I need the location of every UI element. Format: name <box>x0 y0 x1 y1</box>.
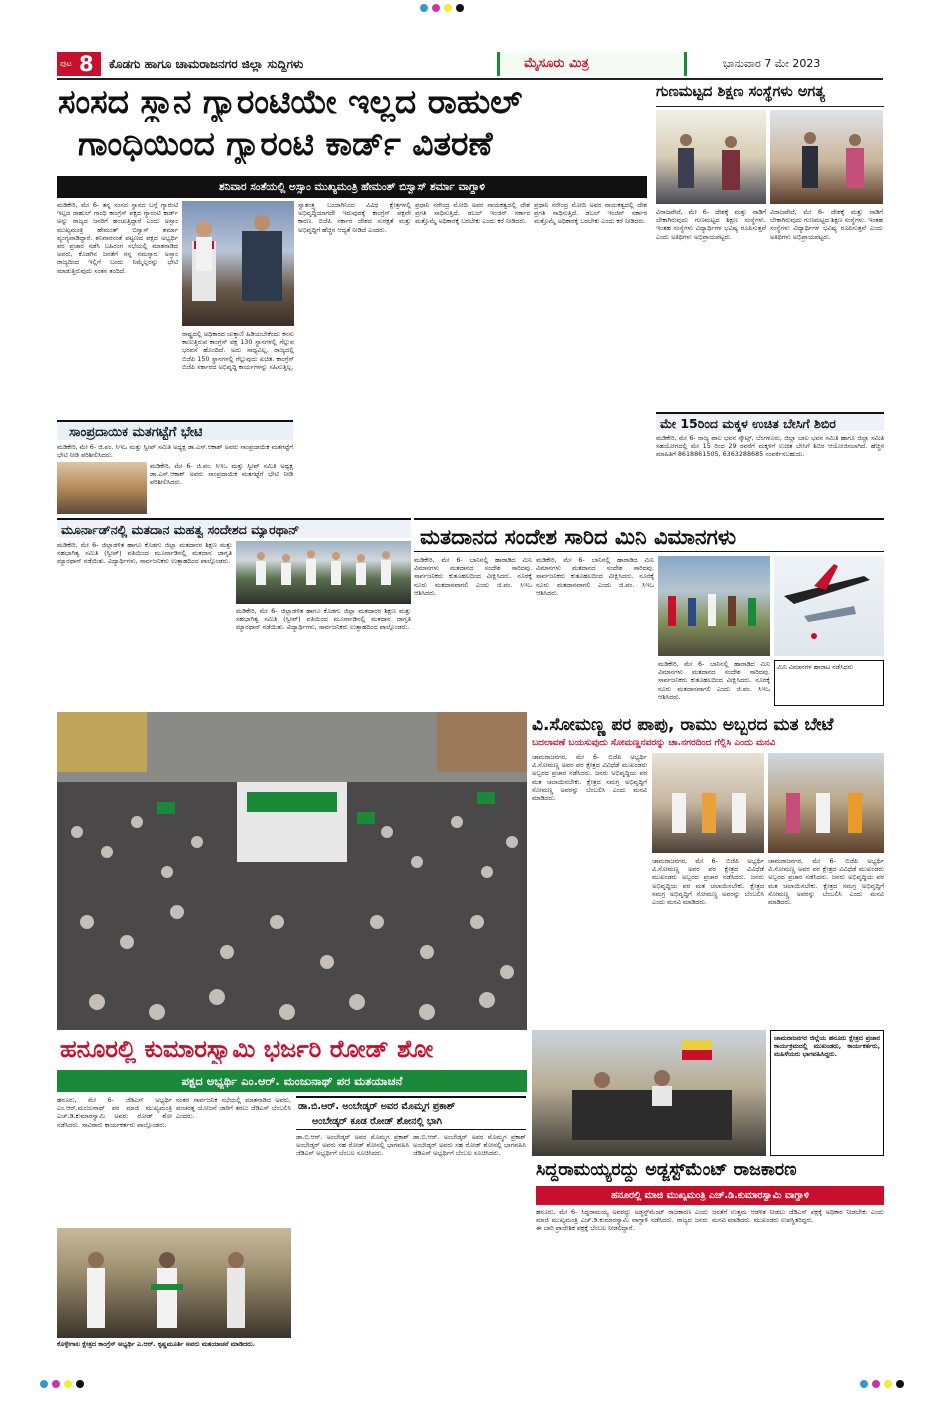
right-top-headline: ಗುಣಮಟ್ಟದ ಶಿಕ್ಷಣ ಸಂಸ್ಥೆಗಳು ಅಗತ್ಯ <box>656 84 825 100</box>
brief-headline-box <box>57 420 293 440</box>
planes-body-col3: ಮಡಿಕೇರಿ, ಮೇ 6- ಬಾನಿನಲ್ಲಿ ಹಾರಾಡಿದ ಮಿನಿ ವಿಮಾನಗಳು ಮತದಾನದ ಸಂದೇಶ ಸಾರಿದವು. ಸಾರ್ವಜನಿಕರು ಕುತೂಹಲದಿಂದ ವೀಕ್ಷಿಸಿದರು. ನೂರಕ್ಕೆ ನೂರು ಮತದಾನವಾಗಲಿ ಎಂದು ಜಿ.ಪಂ. ಸಿಇಒ ಆಶಿಸಿದರು. <box>658 660 770 701</box>
roadshow-crowd-photo <box>57 712 527 1030</box>
marathon-headline-box <box>57 518 411 538</box>
register-mark-bottom-6 <box>872 1380 880 1388</box>
lead-subhead: ಶನಿವಾರ ಸಂತೆಯಲ್ಲಿ ಅಸ್ಸಾಂ ಮುಖ್ಯಮಂತ್ರಿ ಹೇಮಂತ್ ಬಿಸ್ವಾಸ್ ಶರ್ಮಾ ವಾಗ್ದಾಳಿ <box>218 181 486 193</box>
lead-body-col5: ಪ್ರಧಾನಿ ನರೇಂದ್ರ ಮೋದಿ ಅವರ ನಾಯಕತ್ವದಲ್ಲಿ ದೇಶ ಪ್ರಗತಿ ಸಾಧಿಸುತ್ತಿದೆ. ಡಬಲ್ ಇಂಜಿನ್ ಸರ್ಕಾರ ಮತ್ತೊಮ್ಮೆ ಅಧಿಕಾರಕ್ಕೆ ಬರಬೇಕು ಎಂದು ಕರೆ ನೀಡಿದರು. <box>534 201 647 226</box>
ambedkar-box-line1: ಡಾ.ಬಿ.ಆರ್. ಅಂಬೇಡ್ಕರ್ ಅವರ ಮೊಮ್ಮಗ ಪ್ರಕಾಶ್ <box>298 1101 456 1112</box>
roadshow-subhead-band <box>57 1070 527 1092</box>
somanna-headline: ವಿ.ಸೋಮಣ್ಣ ಪರ ಪಾಪು, ರಾಮು ಅಬ್ಬರದ ಮತ ಬೇಟೆ <box>532 715 834 735</box>
siddaramaiah-subhead: ಹನೂರಲ್ಲಿ ಮಾಜಿ ಮುಖ್ಯಮಂತ್ರಿ ಎಚ್.ಡಿ.ಕುಮಾರಸ್ವಾಮಿ ವಾಗ್ದಾಳಿ <box>611 1190 809 1201</box>
planes-caption-box <box>774 660 884 706</box>
roadshow-subhead: ಪಕ್ಷದ ಅಭ್ಯರ್ಥಿ ಎಂ.ಆರ್. ಮಂಜುನಾಥ್ ಪರ ಮತಯಾಚನೆ <box>181 1074 403 1088</box>
register-mark-bottom-2 <box>52 1380 60 1388</box>
roadshow-body-col1: ಹನೂರು, ಮೇ 6- ಜೆಡಿಎಸ್ ಅಭ್ಯರ್ಥಿ ಎಂ.ಆರ್.ಮಂಜುನಾಥ್ ಪರ ಮಾಜಿ ಮುಖ್ಯಮಂತ್ರಿ ಎಚ್.ಡಿ.ಕುಮಾರಸ್ವಾಮಿ ಅವರು ರೋಡ್ ಶೋ ನಡೆಸಿದರು. ಸಾವಿರಾರು ಕಾರ್ಯಕರ್ತರು ಪಾಲ್ಗೊಂಡರು. <box>57 1096 172 1129</box>
section-title: ಕೊಡಗು ಹಾಗೂ ಚಾಮರಾಜನಗರ ಜಿಲ್ಲಾ ಸುದ್ದಿಗಳು <box>109 57 304 71</box>
ambedkar-box-line2: ಅಂಬೇಡ್ಕರ್ ಕೂಡ ರೋಡ್ ಶೋನಲ್ಲಿ ಭಾಗಿ <box>312 1116 442 1127</box>
somanna-subhead: ಬದಲಾವಣೆ ಬಯಸುವುದು ಸೋಮಣ್ಣನವರನ್ನು ಚಾ.ನಗರದಿಂದ ಗೆಲ್ಲಿಸಿ ಎಂದು ಮನವಿ <box>532 738 776 748</box>
right-top-rule <box>656 106 884 107</box>
page-number: 8 <box>79 52 94 76</box>
register-mark-magenta <box>432 4 440 12</box>
planes-body-col2: ಮಡಿಕೇರಿ, ಮೇ 6- ಬಾನಿನಲ್ಲಿ ಹಾರಾಡಿದ ಮಿನಿ ವಿಮಾನಗಳು ಮತದಾನದ ಸಂದೇಶ ಸಾರಿದವು. ಸಾರ್ವಜನಿಕರು ಕುತೂಹಲದಿಂದ ವೀಕ್ಷಿಸಿದರು. ನೂರಕ್ಕೆ ನೂರು ಮತದಾನವಾಗಲಿ ಎಂದು ಜಿ.ಪಂ. ಸಿಇಒ ಆಶಿಸಿದರು. <box>536 556 654 597</box>
siddaramaiah-body-col2: ಜನತೆಗೆ ಉತ್ತಮ ಆಡಳಿತ ನೀಡಲು ಜೆಡಿಎಸ್ ಪಕ್ಷಕ್ಕೆ ಅಧಿಕಾರ ನೀಡಬೇಕು ಎಂದು ಮನವಿ ಮಾಡಿದರು. ಮುಖಂಡರು ಉಪಸ್ಥಿತರಿದ್ದರು. <box>712 1208 884 1225</box>
issue-date: ಭಾನುವಾರ 7 ಮೇ 2023 <box>723 57 821 70</box>
lead-headline-line1: ಸಂಸದ ಸ್ಥಾನ ಗ್ಯಾರಂಟಿಯೇ ಇಲ್ಲದ ರಾಹುಲ್ <box>58 82 523 121</box>
brief-photo-booth <box>57 462 147 514</box>
camp-headline: ಮೇ 15ರಿಂದ ಮಕ್ಕಳ ಉಚಿತ ಬೇಸಿಗೆ ಶಿಬಿರ <box>660 416 836 431</box>
right-caption: ಚಾಮರಾಜನಗರ ಜಿಲ್ಲೆಯ ಹನೂರು ಕ್ಷೇತ್ರದ ಪ್ರಚಾರ ಕಾರ್ಯಕ್ರಮದಲ್ಲಿ ಮುಖಂಡರು, ಕಾರ್ಯಕರ್ತರು, ಮಹಿಳೆಯರು ಭಾಗವಹಿಸಿದ್ದರು. <box>774 1034 880 1059</box>
planes-headline: ಮತದಾನದ ಸಂದೇಶ ಸಾರಿದ ಮಿನಿ ವಿಮಾನಗಳು <box>420 525 736 549</box>
right-top-photo-1 <box>656 110 766 204</box>
page-number-badge <box>57 52 101 76</box>
register-mark-bottom-4 <box>76 1380 84 1388</box>
right-top-body-col1: ವಿರಾಜಪೇಟೆ, ಮೇ 6- ದೇಶಕ್ಕೆ ಮತ್ತು ನಾಡಿಗೆ ಬೇಕಾಗಿರುವುದು ಗುಣಮಟ್ಟದ ಶಿಕ್ಷಣ ಸಂಸ್ಥೆಗಳು. ಇಂತಹ ಸಂಸ್ಥೆಗಳು ವಿದ್ಯಾರ್ಥಿಗಳ ಭವಿಷ್ಯ ರೂಪಿಸುತ್ತವೆ ಎಂದು ಅತಿಥಿಗಳು ಅಭಿಪ್ರಾಯಪಟ್ಟರು. <box>656 208 766 241</box>
somanna-photo-1 <box>652 753 764 853</box>
roadshow-body-col3: ಡಾ.ಬಿ.ಆರ್. ಅಂಬೇಡ್ಕರ್ ಅವರ ಮೊಮ್ಮಗ ಪ್ರಕಾಶ್ ಅಂಬೇಡ್ಕರ್ ಅವರು ಸಹ ರೋಡ್ ಶೋನಲ್ಲಿ ಭಾಗವಹಿಸಿ ಜೆಡಿಎಸ್ ಅಭ್ಯರ್ಥಿಗೆ ಬೆಂಬಲ ಸೂಚಿಸಿದರು. <box>296 1133 409 1158</box>
masthead <box>57 50 883 78</box>
register-mark-cyan <box>420 4 428 12</box>
somanna-body-col3: ಚಾಮರಾಜನಗರ, ಮೇ 6- ಬಿಜೆಪಿ ಅಭ್ಯರ್ಥಿ ವಿ.ಸೋಮಣ್ಣ ಅವರ ಪರ ಕ್ಷೇತ್ರದ ವಿವಿಧೆಡೆ ಮುಖಂಡರು ಅಬ್ಬರದ ಪ್ರಚಾರ ನಡೆಸಿದರು. ಜನರು ಅಭಿವೃದ್ಧಿಯ ಪರ ಮತ ಚಲಾಯಿಸಬೇಕು. ಕ್ಷೇತ್ರದ ಸಮಗ್ರ ಅಭಿವೃದ್ಧಿಗೆ ಸೋಮಣ್ಣ ಅವರನ್ನು ಬೆಂಬಲಿಸಿ ಎಂದು ಮನವಿ ಮಾಡಿದರು. <box>768 857 884 907</box>
somanna-body-col2: ಚಾಮರಾಜನಗರ, ಮೇ 6- ಬಿಜೆಪಿ ಅಭ್ಯರ್ಥಿ ವಿ.ಸೋಮಣ್ಣ ಅವರ ಪರ ಕ್ಷೇತ್ರದ ವಿವಿಧೆಡೆ ಮುಖಂಡರು ಅಬ್ಬರದ ಪ್ರಚಾರ ನಡೆಸಿದರು. ಜನರು ಅಭಿವೃದ್ಧಿಯ ಪರ ಮತ ಚಲಾಯಿಸಬೇಕು. ಕ್ಷೇತ್ರದ ಸಮಗ್ರ ಅಭಿವೃದ್ಧಿಗೆ ಸೋಮಣ್ಣ ಅವರನ್ನು ಬೆಂಬಲಿಸಿ ಎಂದು ಮನವಿ ಮಾಡಿದರು. <box>652 857 764 907</box>
roadshow-headline: ಹನೂರಲ್ಲಿ ಕುಮಾರಸ್ವಾಮಿ ಭರ್ಜರಿ ರೋಡ್ ಶೋ <box>60 1035 434 1063</box>
ambedkar-box <box>296 1096 526 1130</box>
brief-body: ಮಡಿಕೇರಿ, ಮೇ 6- ಜಿ.ಪಂ. ಸಿಇಒ ಮತ್ತು ಸ್ವೀಪ್ ಸಮಿತಿ ಅಧ್ಯಕ್ಷ ಡಾ.ಎಸ್.ಆಕಾಶ್ ಅವರು ಸಾಂಪ್ರದಾಯಿಕ ಮತಗಟ್ಟೆಗೆ ಭೇಟಿ ನೀಡಿ ಪರಿಶೀಲಿಸಿದರು. <box>57 443 293 460</box>
register-mark-bottom-3 <box>64 1380 72 1388</box>
planes-photo-aircraft <box>774 556 884 656</box>
lead-photo-rally <box>182 201 294 326</box>
brief-body-cont: ಮಡಿಕೇರಿ, ಮೇ 6- ಜಿ.ಪಂ. ಸಿಇಒ ಮತ್ತು ಸ್ವೀಪ್ ಸಮಿತಿ ಅಧ್ಯಕ್ಷ ಡಾ.ಎಸ್.ಆಕಾಶ್ ಅವರು ಸಾಂಪ್ರದಾಯಿಕ ಮತಗಟ್ಟೆಗೆ ಭೇಟಿ ನೀಡಿ ಪರಿಶೀಲಿಸಿದರು. <box>150 462 293 487</box>
right-top-photo-2 <box>770 110 883 204</box>
siddaramaiah-headline: ಸಿದ್ದರಾಮಯ್ಯರದ್ದು ಅಡ್ಜಸ್ಟ್‌ಮೆಂಟ್ ರಾಜಕಾರಣ <box>536 1160 797 1180</box>
kollegal-photo <box>57 1228 291 1338</box>
lead-headline-line2: ಗಾಂಧಿಯಿಂದ ಗ್ಯಾರಂಟಿ ಕಾರ್ಡ್ ವಿತರಣೆ <box>78 124 493 163</box>
register-mark-bottom-1 <box>40 1380 48 1388</box>
siddaramaiah-body-col1: ಹನೂರು, ಮೇ 6- ಸಿದ್ದರಾಮಯ್ಯ ಅವರದ್ದು ಅಡ್ಜಸ್ಟ್‌ಮೆಂಟ್ ರಾಜಕಾರಣ ಎಂದು ಮಾಜಿ ಮುಖ್ಯಮಂತ್ರಿ ಎಚ್.ಡಿ.ಕುಮಾರಸ್ವಾಮಿ ವಾಗ್ದಾಳಿ ನಡೆಸಿದರು. ರಾಜ್ಯದ ಜನರು ಈ ಬಾರಿ ಪ್ರಾದೇಶಿಕ ಪಕ್ಷಕ್ಕೆ ಬೆಂಬಲ ನೀಡಲಿದ್ದಾರೆ. <box>536 1208 708 1233</box>
jeep-rally-photo <box>532 1030 766 1156</box>
paper-name: ಮೈಸೂರು ಮಿತ್ರ <box>524 56 589 71</box>
somanna-body-col1: ಚಾಮರಾಜನಗರ, ಮೇ 6- ಬಿಜೆಪಿ ಅಭ್ಯರ್ಥಿ ವಿ.ಸೋಮಣ್ಣ ಅವರ ಪರ ಕ್ಷೇತ್ರದ ವಿವಿಧೆಡೆ ಮುಖಂಡರು ಅಬ್ಬರದ ಪ್ರಚಾರ ನಡೆಸಿದರು. ಜನರು ಅಭಿವೃದ್ಧಿಯ ಪರ ಮತ ಚಲಾಯಿಸಬೇಕು. ಕ್ಷೇತ್ರದ ಸಮಗ್ರ ಅಭಿವೃದ್ಧಿಗೆ ಸೋಮಣ್ಣ ಅವರನ್ನು ಬೆಂಬಲಿಸಿ ಎಂದು ಮನವಿ ಮಾಡಿದರು. <box>532 753 647 803</box>
marathon-headline: ಮೂರ್ನಾಡ್‌ನಲ್ಲಿ ಮತದಾನ ಮಹತ್ವ ಸಂದೇಶದ ಮ್ಯಾರಥಾನ್ <box>61 522 300 537</box>
roadshow-body-col2: ನಂತರ ಸಾರ್ವಜನಿಕ ಸಭೆಯಲ್ಲಿ ಮಾತನಾಡಿದ ಅವರು, ಪಂಚರತ್ನ ಯೋಜನೆ ಜಾರಿಗೆ ತರಲು ಜೆಡಿಎಸ್ ಬೆಂಬಲಿಸಿ ಎಂದರು. <box>176 1096 291 1121</box>
paper-name-box <box>497 52 687 76</box>
brief-headline: ಸಾಂಪ್ರದಾಯಿಕ ಮತಗಟ್ಟೆಗೆ ಭೇಟಿ <box>69 425 203 440</box>
lead-body-col3: ಸ್ವಾತಂತ್ರ್ಯ ಬಂದಾಗಿನಿಂದ ವಿವಿಧ ಕ್ಷೇತ್ರಗಳಲ್ಲಿ ಅಭಿವೃದ್ಧಿಯಾಗದೇ ಇರುವುದಕ್ಕೆ ಕಾಂಗ್ರೆಸ್ ಪಕ್ಷವೇ ಕಾರಣ. ಬಿಜೆಪಿ ಸರ್ಕಾರ ದೇಶದ ಸುರಕ್ಷತೆ ಮತ್ತು ಅಭಿವೃದ್ಧಿಗೆ ಹೆಚ್ಚಿನ ಆದ್ಯತೆ ನೀಡಿದೆ ಎಂದರು. <box>298 201 411 234</box>
somanna-photo-2 <box>768 753 884 853</box>
right-caption-box <box>770 1030 884 1156</box>
camp-headline-band <box>656 412 884 431</box>
roadshow-body-col4: ಡಾ.ಬಿ.ಆರ್. ಅಂಬೇಡ್ಕರ್ ಅವರ ಮೊಮ್ಮಗ ಪ್ರಕಾಶ್ ಅಂಬೇಡ್ಕರ್ ಅವರು ಸಹ ರೋಡ್ ಶೋನಲ್ಲಿ ಭಾಗವಹಿಸಿ ಜೆಡಿಎಸ್ ಅಭ್ಯರ್ಥಿಗೆ ಬೆಂಬಲ ಸೂಚಿಸಿದರು. <box>413 1133 526 1158</box>
register-mark-bottom-8 <box>896 1380 904 1388</box>
marathon-body-col1: ಮಡಿಕೇರಿ, ಮೇ 6- ಜಿಲ್ಲಾಡಳಿತ ಹಾಗೂ ಕೊಡಗು ಜಿಲ್ಲಾ ಮತದಾರರ ಶಿಕ್ಷಣ ಮತ್ತು ಸಹಭಾಗಿತ್ವ ಸಮಿತಿ (ಸ್ವೀಪ್) ವತಿಯಿಂದ ಮೂರ್ನಾಡಿನಲ್ಲಿ ಮತದಾನ ಜಾಗೃತಿ ಮ್ಯಾರಥಾನ್ ನಡೆಯಿತು. ವಿದ್ಯಾರ್ಥಿಗಳು, ಸಾರ್ವಜನಿಕರು ಉತ್ಸಾಹದಿಂದ ಪಾಲ್ಗೊಂಡರು. <box>57 541 232 566</box>
siddaramaiah-subhead-band <box>536 1186 884 1205</box>
lead-subhead-band <box>57 176 647 198</box>
masthead-rule <box>57 78 883 80</box>
planes-photo-people <box>658 556 770 656</box>
right-top-body-col2: ವಿರಾಜಪೇಟೆ, ಮೇ 6- ದೇಶಕ್ಕೆ ಮತ್ತು ನಾಡಿಗೆ ಬೇಕಾಗಿರುವುದು ಗುಣಮಟ್ಟದ ಶಿಕ್ಷಣ ಸಂಸ್ಥೆಗಳು. ಇಂತಹ ಸಂಸ್ಥೆಗಳು ವಿದ್ಯಾರ್ಥಿಗಳ ಭವಿಷ್ಯ ರೂಪಿಸುತ್ತವೆ ಎಂದು ಅತಿಥಿಗಳು ಅಭಿಪ್ರಾಯಪಟ್ಟರು. <box>770 208 883 241</box>
planes-headline-box <box>414 518 884 552</box>
page-label: ಪುಟ <box>60 59 72 68</box>
planes-caption: ಮಿನಿ ವಿಮಾನಗಳ ಹಾರಾಟ ನಡೆಸಿದರು <box>777 663 854 671</box>
kollegal-caption: ಕೊಳ್ಳೇಗಾಲ ಕ್ಷೇತ್ರದ ಕಾಂಗ್ರೆಸ್ ಅಭ್ಯರ್ಥಿ ಎ.ಆರ್. ಕೃಷ್ಣಮೂರ್ತಿ ಅವರು ಮತಯಾಚನೆ ಮಾಡಿದರು. <box>57 1340 256 1348</box>
lead-body-col1: ಮಡಿಕೇರಿ, ಮೇ 6- ತನ್ನ ಸಂಸದ ಸ್ಥಾನದ ಬಗ್ಗೆ ಗ್ಯಾರಂಟಿ ಇಲ್ಲದ ರಾಹುಲ್ ಗಾಂಧಿ ಕಾಂಗ್ರೆಸ್ ಪಕ್ಷದ ಗ್ಯಾರಂಟಿ ಕಾರ್ಡ್ ಅನ್ನು ರಾಜ್ಯದ ಜನರಿಗೆ ಹಂಚುತ್ತಿದ್ದಾರೆ ಎಂದು ಅಸ್ಸಾಂ ಮುಖ್ಯಮಂತ್ರಿ ಹೇಮಂತ್ ಬಿಸ್ವಾಸ್ ಶರ್ಮಾ ವ್ಯಂಗ್ಯವಾಡಿದ್ದಾರೆ. ಶನಿವಾರಸಂತೆ ಪಟ್ಟಣದ ಪಕ್ಷದ ಅಭ್ಯರ್ಥಿ ಪರ ಪ್ರಚಾರ ನಡೆಸಿ ಬಹಿರಂಗ ಸಭೆಯಲ್ಲಿ ಮಾತನಾಡಿದ ಅವರು, ಕೊಡಗಿನ ಜನತೆಗೆ ನನ್ನ ನಮಸ್ಕಾರ. ಅಸ್ಸಾಂ ರಾಜ್ಯದಿಂದ ಇಲ್ಲಿಗೆ ಬಂದು ನಿಮ್ಮೆಲ್ಲರನ್ನು ಭೇಟಿ ಮಾಡುತ್ತಿರುವುದು ಸಂತಸ ತಂದಿದೆ. <box>57 201 178 275</box>
register-mark-bottom-7 <box>884 1380 892 1388</box>
planes-body-col1: ಮಡಿಕೇರಿ, ಮೇ 6- ಬಾನಿನಲ್ಲಿ ಹಾರಾಡಿದ ಮಿನಿ ವಿಮಾನಗಳು ಮತದಾನದ ಸಂದೇಶ ಸಾರಿದವು. ಸಾರ್ವಜನಿಕರು ಕುತೂಹಲದಿಂದ ವೀಕ್ಷಿಸಿದರು. ನೂರಕ್ಕೆ ನೂರು ಮತದಾನವಾಗಲಿ ಎಂದು ಜಿ.ಪಂ. ಸಿಇಒ ಆಶಿಸಿದರು. <box>414 556 532 597</box>
marathon-photo <box>236 541 411 604</box>
register-mark-bottom-5 <box>860 1380 868 1388</box>
camp-body: ಮಡಿಕೇರಿ, ಮೇ 6- ರಾಜ್ಯ ಪಾಲ ಭವನ ಸ್ಕೌಟ್ಸ್, ಬೆಂಗಳೂರು, ಜಿಲ್ಲಾ ಬಾಲ ಭವನ ಸಮಿತಿ ಹಾಗೂ ಜಿಲ್ಲಾ ಸಮಿತಿ ಸಹಯೋಗದಲ್ಲಿ ಮೇ 15 ರಿಂದ 29 ರವರೆಗೆ ಮಕ್ಕಳಿಗೆ ಉಚಿತ ಬೇಸಿಗೆ ಶಿಬಿರ ಆಯೋಜಿಸಲಾಗಿದೆ. ಹೆಚ್ಚಿನ ಮಾಹಿತಿಗೆ 8618861505, 6363288685 ಸಂಪರ್ಕಿಸಬಹುದು. <box>656 434 884 459</box>
register-mark-black <box>456 4 464 12</box>
marathon-body-col2: ಮಡಿಕೇರಿ, ಮೇ 6- ಜಿಲ್ಲಾಡಳಿತ ಹಾಗೂ ಕೊಡಗು ಜಿಲ್ಲಾ ಮತದಾರರ ಶಿಕ್ಷಣ ಮತ್ತು ಸಹಭಾಗಿತ್ವ ಸಮಿತಿ (ಸ್ವೀಪ್) ವತಿಯಿಂದ ಮೂರ್ನಾಡಿನಲ್ಲಿ ಮತದಾನ ಜಾಗೃತಿ ಮ್ಯಾರಥಾನ್ ನಡೆಯಿತು. ವಿದ್ಯಾರ್ಥಿಗಳು, ಸಾರ್ವಜನಿಕರು ಉತ್ಸಾಹದಿಂದ ಪಾಲ್ಗೊಂಡರು. <box>236 607 411 632</box>
lead-body-col4: ಪ್ರಧಾನಿ ನರೇಂದ್ರ ಮೋದಿ ಅವರ ನಾಯಕತ್ವದಲ್ಲಿ ದೇಶ ಪ್ರಗತಿ ಸಾಧಿಸುತ್ತಿದೆ. ಡಬಲ್ ಇಂಜಿನ್ ಸರ್ಕಾರ ಮತ್ತೊಮ್ಮೆ ಅಧಿಕಾರಕ್ಕೆ ಬರಬೇಕು ಎಂದು ಕರೆ ನೀಡಿದರು. <box>415 201 530 226</box>
lead-body-col2: ರಾಷ್ಟ್ರದಲ್ಲಿ ಅಧಿಕಾರದ ಚುಕ್ಕಾಣಿ ಹಿಡಿಯಬೇಕೆಂದು ಕನಸು ಕಾಣುತ್ತಿರುವ ಕಾಂಗ್ರೆಸ್ ಪಕ್ಷ 130 ಸ್ಥಾನಗಳಲ್ಲಿ ಗೆಲ್ಲುವ ಭರವಸೆ ಹೊಂದಿದೆ. ಅದು ಸಾಧ್ಯವಿಲ್ಲ. ರಾಜ್ಯದಲ್ಲಿ ಬಿಜೆಪಿ 150 ಸ್ಥಾನಗಳಲ್ಲಿ ಗೆಲ್ಲುವುದು ಖಚಿತ. ಕಾಂಗ್ರೆಸ್ ಬಿಜೆಪಿ ಸರ್ಕಾರದ ಅಭಿವೃದ್ಧಿ ಕಾರ್ಯಗಳನ್ನು ಸಹಿಸುತ್ತಿಲ್ಲ. <box>182 330 294 371</box>
register-mark-yellow <box>444 4 452 12</box>
